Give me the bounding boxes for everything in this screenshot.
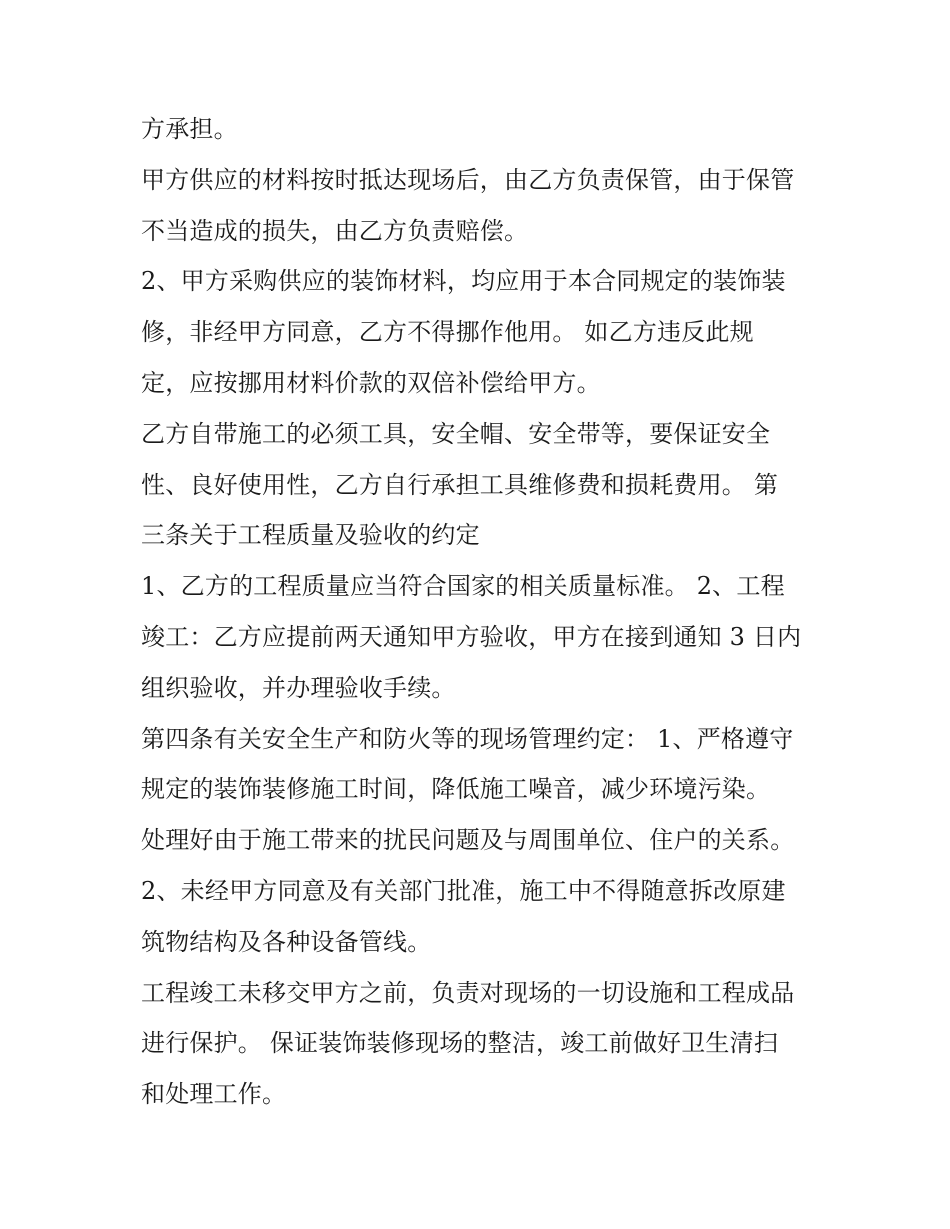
text-line-11: 竣工：乙方应提前两天通知甲方验收，甲方在接到通知 3 日内 — [141, 622, 802, 651]
text-line-10: 1、乙方的工程质量应当符合国家的相关质量标准。 2、工程 — [141, 572, 785, 601]
text-line-13: 第四条有关安全生产和防火等的现场管理约定： 1、严格遵守 — [141, 724, 794, 753]
text-line-3: 不当造成的损失，由乙方负责赔偿。 — [141, 216, 529, 245]
text-line-18: 工程竣工未移交甲方之前，负责对现场的一切设施和工程成品 — [141, 978, 795, 1007]
text-line-14: 规定的装饰装修施工时间，降低施工噪音，减少环境污染。 — [141, 775, 771, 804]
text-line-1: 方承担。 — [141, 115, 238, 143]
document-body — [141, 104, 831, 1120]
text-line-12: 组织验收，并办理验收手续。 — [141, 673, 456, 702]
text-line-5: 修，非经甲方同意，乙方不得挪作他用。 如乙方违反此规 — [141, 318, 754, 347]
text-line-15: 处理好由于施工带来的扰民问题及与周围单位、住户的关系。 — [141, 826, 795, 855]
text-line-8: 性、良好使用性，乙方自行承担工具维修费和损耗费用。 第 — [141, 470, 779, 499]
text-line-17: 筑物结构及各种设备管线。 — [141, 927, 432, 956]
text-line-6: 定，应按挪用材料价款的双倍补偿给甲方。 — [141, 368, 601, 397]
text-line-19: 进行保护。 保证装饰装修现场的整洁，竣工前做好卫生清扫 — [141, 1029, 779, 1058]
text-line-16: 2、未经甲方同意及有关部门批准，施工中不得随意拆改原建 — [141, 876, 786, 905]
text-line-4: 2、甲方采购供应的装饰材料，均应用于本合同规定的装饰装 — [141, 267, 786, 296]
text-line-7: 乙方自带施工的必须工具，安全帽、安全带等，要保证安全 — [141, 419, 771, 448]
text-line-20: 和处理工作。 — [141, 1080, 287, 1109]
text-line-9: 三条关于工程质量及验收的约定 — [141, 521, 480, 550]
text-line-2: 甲方供应的材料按时抵达现场后，由乙方负责保管，由于保管 — [141, 165, 795, 194]
